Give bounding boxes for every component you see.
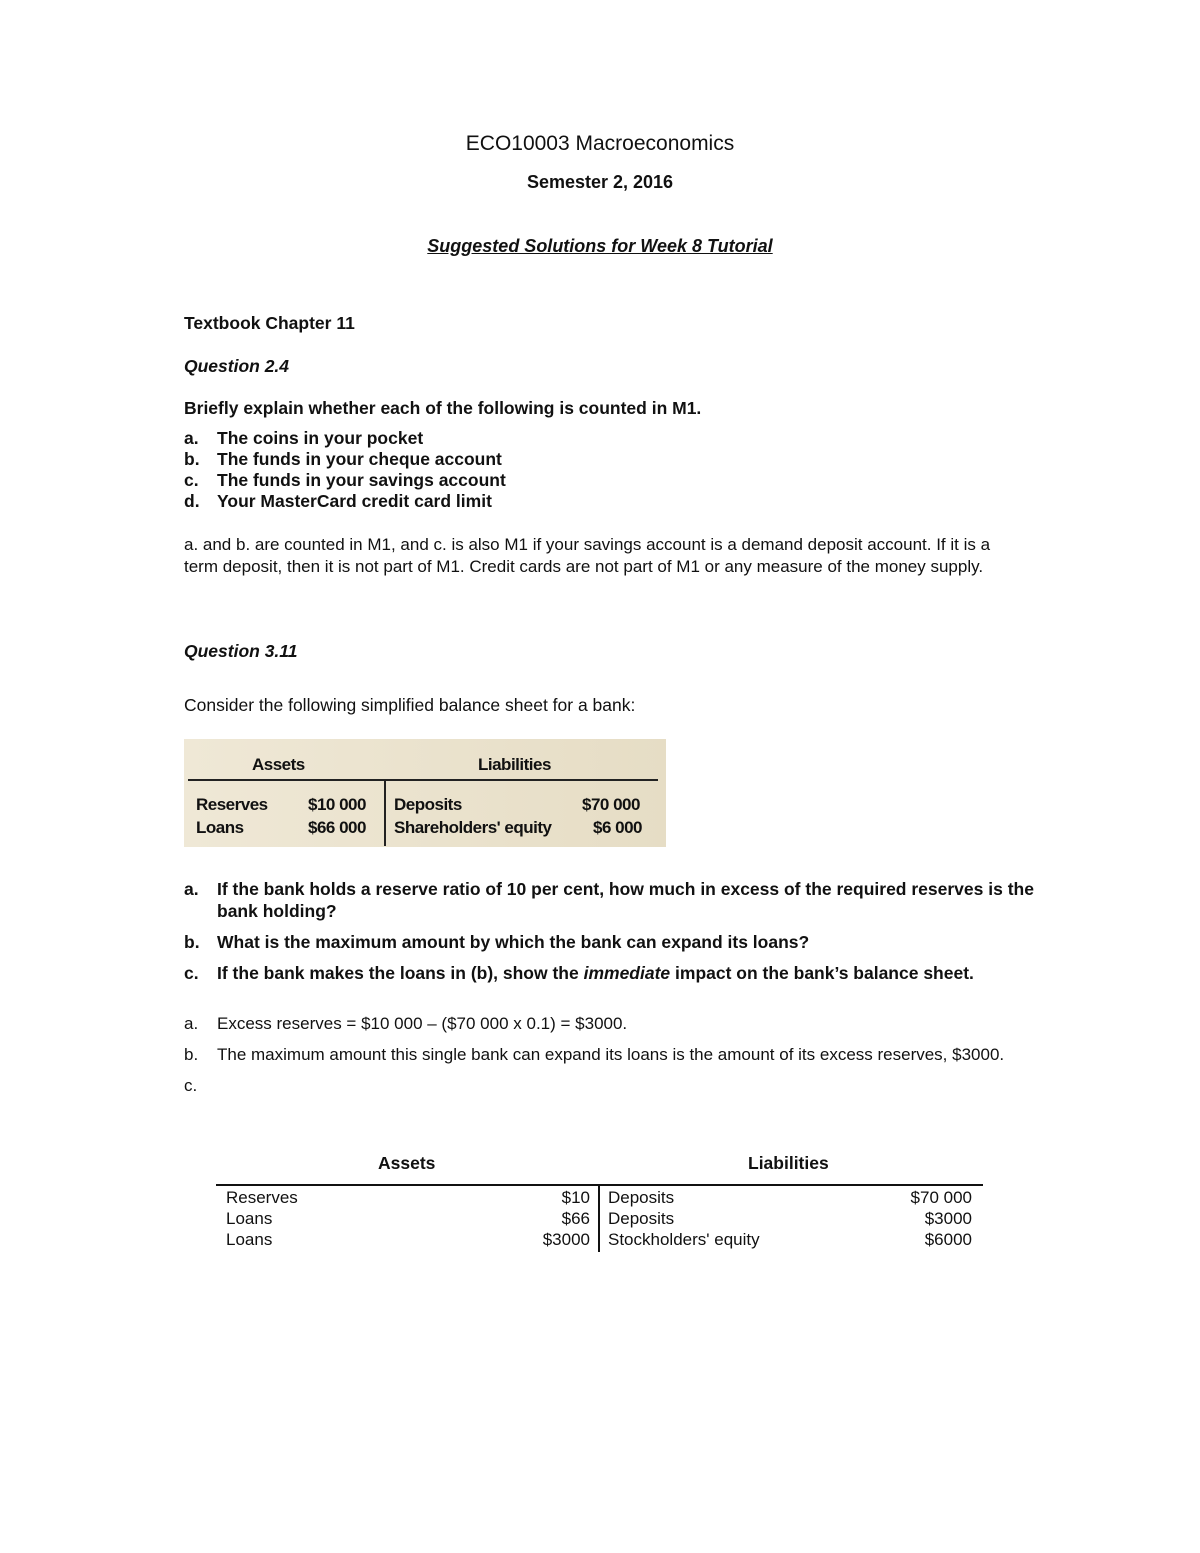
answer-asset-value: $66: [561, 1209, 590, 1228]
answer-liability-value: $6000: [924, 1230, 972, 1249]
question-3-11-label: Question 3.11: [184, 641, 298, 661]
answer-asset-name: Reserves: [226, 1188, 298, 1207]
question-3-11-intro: Consider the following simplified balance sheet for a bank:: [184, 695, 636, 715]
asset-name: Reserves: [196, 795, 268, 814]
question-2-4-items: [184, 428, 506, 512]
liability-name: Deposits: [394, 795, 462, 814]
answer-liability-name: Deposits: [608, 1209, 675, 1228]
list-item: a. The coins in your pocket: [184, 428, 424, 448]
list-item: c. If the bank makes the loans in (b), show the immediate impact on the bank’s balance sheet.: [184, 963, 974, 983]
question-2-4-prompt: Briefly explain whether each of the following is counted in M1.: [184, 398, 702, 418]
liability-value: $70 000: [582, 795, 640, 814]
answer-liability-name: Deposits: [608, 1188, 675, 1207]
question-3-11-parts: [184, 878, 1034, 984]
list-item: a. If the bank holds a reserve ratio of 10 per cent, how much in excess of the required reserves is the bank holding?: [184, 879, 1034, 921]
answer-liability-value: $3000: [924, 1209, 972, 1228]
answer-asset-name: Loans: [226, 1209, 273, 1228]
question-2-4-answer: a. and b. are counted in M1, and c. is also M1 if your savings account is a demand deposit account. If it is a term deposit, then it is not part of M1. Credit cards are not part of M1 or any measure of the money supply.: [184, 535, 991, 576]
list-item: b. The funds in your cheque account: [184, 449, 502, 469]
list-item: a. Excess reserves = $10 000 – ($70 000 x 0.1) = $3000.: [184, 1014, 628, 1033]
document-subtitle: Suggested Solutions for Week 8 Tutorial: [427, 236, 773, 256]
answer-liabilities-header: Liabilities: [748, 1153, 829, 1173]
asset-name: Loans: [196, 818, 244, 837]
asset-value: $10 000: [308, 795, 366, 814]
document-title: ECO10003 Macroeconomics: [465, 132, 735, 155]
answer-assets-header: Assets: [378, 1153, 436, 1173]
liabilities-header: Liabilities: [478, 755, 551, 774]
answer-header-rule: [216, 1184, 983, 1186]
answer-column-divider: [598, 1186, 600, 1252]
list-item: d. Your MasterCard credit card limit: [184, 491, 492, 511]
answer-asset-value: $3000: [542, 1230, 590, 1249]
answer-asset-value: $10: [561, 1188, 590, 1207]
list-item: b. What is the maximum amount by which the bank can expand its loans?: [184, 932, 810, 952]
question-3-11-answers: [184, 1013, 1034, 1097]
asset-value: $66 000: [308, 818, 366, 837]
answer-asset-name: Loans: [226, 1230, 273, 1249]
header-rule: [188, 779, 658, 781]
question-2-4-label: Question 2.4: [184, 356, 290, 376]
semester-label: Semester 2, 2016: [526, 172, 674, 192]
answer-liability-value: $70 000: [910, 1188, 972, 1207]
list-item: c.: [184, 1076, 198, 1095]
balance-sheet-figure: [184, 739, 666, 847]
column-divider: [384, 780, 386, 846]
liability-name: Shareholders' equity: [394, 818, 552, 837]
list-item: b. The maximum amount this single bank can expand its loans is the amount of its excess reserves, $3000.: [184, 1045, 1005, 1064]
answer-liability-name: Stockholders' equity: [608, 1230, 760, 1249]
assets-header: Assets: [252, 755, 305, 774]
list-item: c. The funds in your savings account: [184, 470, 506, 490]
liability-value: $6 000: [593, 818, 642, 837]
chapter-heading: Textbook Chapter 11: [184, 313, 355, 333]
